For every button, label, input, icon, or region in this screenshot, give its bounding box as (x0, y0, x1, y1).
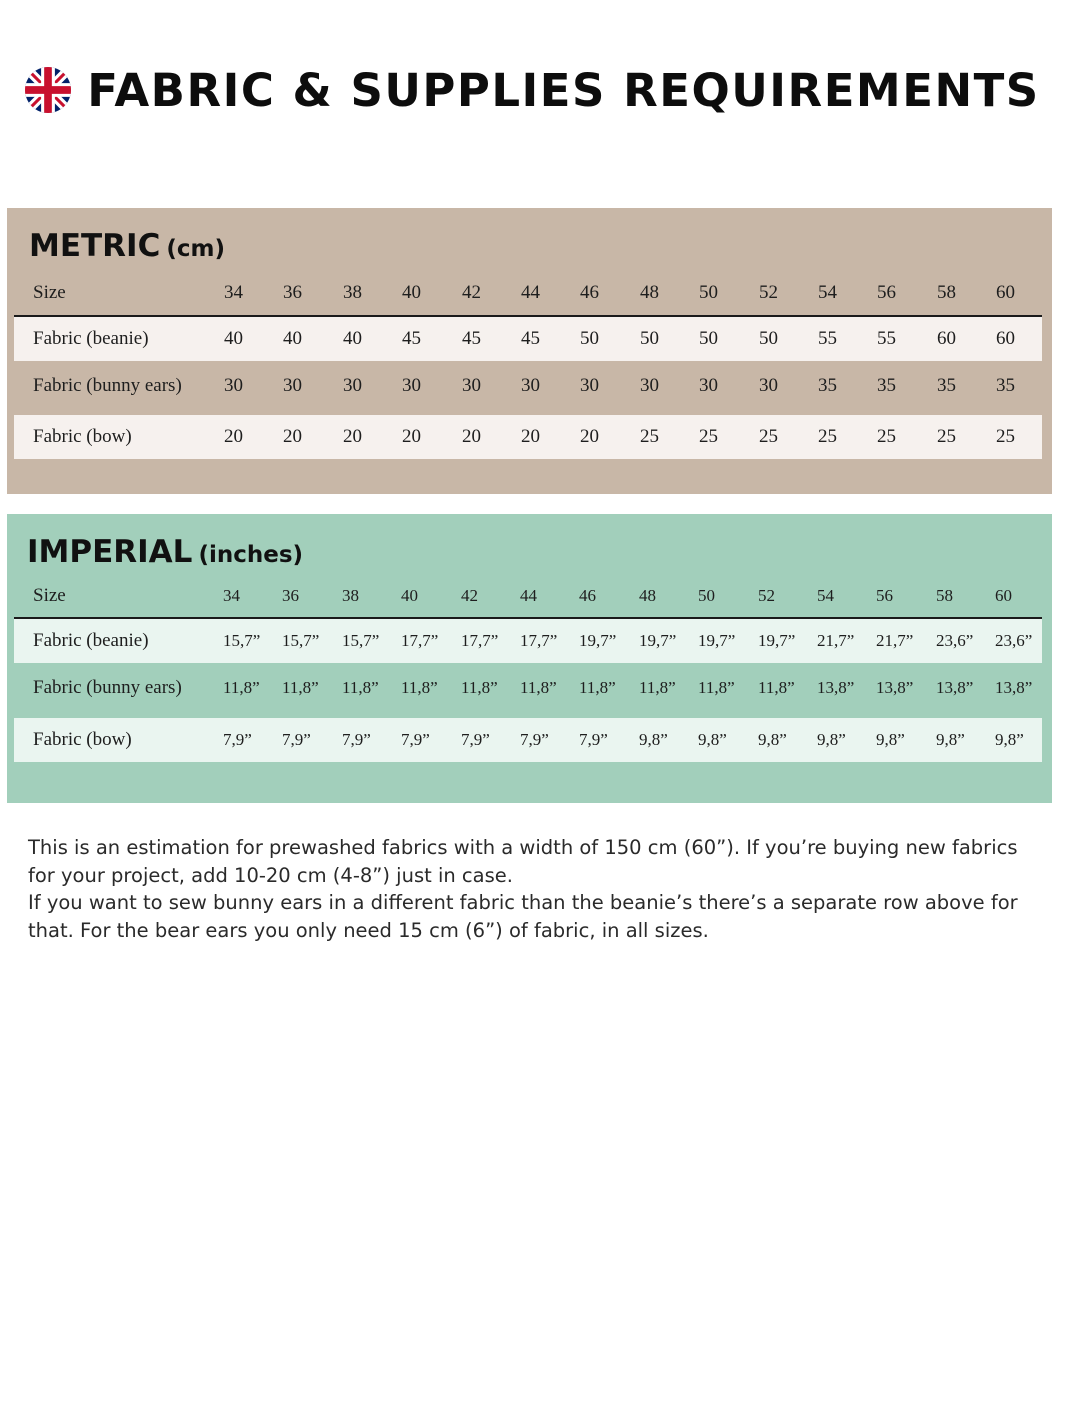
table-cell: 17,7” (401, 631, 439, 650)
table-cell: 9,8” (639, 730, 668, 749)
table-cell: 7,9” (223, 730, 252, 749)
table-cell: 11,8” (401, 678, 438, 697)
table-cell: 20 (283, 426, 302, 447)
imperial-heading-text: IMPERIAL (27, 534, 193, 570)
table-cell: 20 (402, 426, 421, 447)
table-cell: 25 (699, 426, 718, 447)
size-header-cell: 56 (876, 586, 893, 605)
size-header-cell: 34 (224, 282, 243, 303)
table-cell: 19,7” (639, 631, 677, 650)
note-paragraph-2: If you want to sew bunny ears in a different fabric than the beanie’s there’s a separate row above for that. For the bear ears you only need 15 cm (6”) of fabric, in all sizes. (28, 891, 1018, 942)
size-header-cell: 54 (818, 282, 837, 303)
table-cell: 15,7” (282, 631, 320, 650)
note-paragraph-1: This is an estimation for prewashed fabrics with a width of 150 cm (60”). If you’re buying new fabrics for your project, add 10-20 cm (4-8”) just in case. (28, 836, 1018, 887)
row-label: Fabric (bow) (33, 426, 132, 447)
table-cell: 23,6” (995, 631, 1033, 650)
table-cell: 20 (580, 426, 599, 447)
table-cell: 7,9” (401, 730, 430, 749)
table-cell: 7,9” (579, 730, 608, 749)
table-cell: 25 (877, 426, 896, 447)
table-cell: 13,8” (817, 678, 855, 697)
table-cell: 19,7” (579, 631, 617, 650)
size-header-cell: 52 (759, 282, 778, 303)
table-cell: 25 (818, 426, 837, 447)
table-cell: 11,8” (639, 678, 676, 697)
table-cell: 50 (699, 328, 718, 349)
table-cell: 20 (462, 426, 481, 447)
size-header-cell: 44 (521, 282, 540, 303)
table-cell: 30 (640, 375, 659, 396)
table-cell: 35 (877, 375, 896, 396)
size-header-row (14, 273, 1042, 313)
table-cell: 9,8” (817, 730, 846, 749)
table-cell: 13,8” (876, 678, 914, 697)
size-header-cell: 52 (758, 586, 775, 605)
table-cell: 25 (640, 426, 659, 447)
table-cell: 19,7” (758, 631, 796, 650)
table-cell: 11,8” (579, 678, 616, 697)
row-label: Fabric (beanie) (33, 328, 149, 349)
size-header-cell: 40 (402, 282, 421, 303)
size-header-cell: 36 (282, 586, 299, 605)
table-cell: 60 (996, 328, 1015, 349)
size-header-cell: 40 (401, 586, 418, 605)
row-label: Fabric (bunny ears) (33, 677, 182, 698)
table-cell: 30 (283, 375, 302, 396)
table-cell: 19,7” (698, 631, 736, 650)
table-cell: 20 (343, 426, 362, 447)
size-label: Size (33, 282, 66, 303)
table-cell: 25 (937, 426, 956, 447)
table-cell: 11,8” (223, 678, 260, 697)
table-cell: 15,7” (223, 631, 261, 650)
imperial-table-panel (7, 514, 1052, 803)
size-label: Size (33, 585, 66, 606)
table-cell: 30 (402, 375, 421, 396)
table-cell: 11,8” (282, 678, 319, 697)
table-cell: 25 (759, 426, 778, 447)
table-cell: 30 (759, 375, 778, 396)
size-header-cell: 60 (996, 282, 1015, 303)
table-cell: 30 (521, 375, 540, 396)
size-header-row (14, 576, 1042, 616)
table-cell: 7,9” (461, 730, 490, 749)
table-cell: 45 (521, 328, 540, 349)
table-cell: 30 (699, 375, 718, 396)
table-row (14, 364, 1042, 408)
size-header-cell: 48 (639, 586, 656, 605)
metric-heading (29, 228, 225, 264)
table-row (14, 718, 1042, 762)
table-cell: 21,7” (876, 631, 914, 650)
table-cell: 9,8” (995, 730, 1024, 749)
size-header-cell: 58 (936, 586, 953, 605)
size-header-cell: 58 (937, 282, 956, 303)
page-header (0, 56, 1065, 124)
size-header-cell: 38 (343, 282, 362, 303)
table-cell: 45 (462, 328, 481, 349)
table-cell: 20 (224, 426, 243, 447)
table-cell: 30 (580, 375, 599, 396)
imperial-unit: (inches) (198, 542, 304, 568)
table-cell: 40 (343, 328, 362, 349)
table-cell: 17,7” (520, 631, 558, 650)
table-cell: 7,9” (342, 730, 371, 749)
table-row (14, 415, 1042, 459)
table-cell: 35 (996, 375, 1015, 396)
table-cell: 11,8” (698, 678, 735, 697)
size-header-cell: 54 (817, 586, 834, 605)
size-header-cell: 44 (520, 586, 537, 605)
imperial-heading (27, 534, 303, 570)
table-cell: 15,7” (342, 631, 380, 650)
page-title: FABRIC & SUPPLIES REQUIREMENTS (87, 63, 1040, 117)
table-cell: 11,8” (758, 678, 795, 697)
table-cell: 55 (877, 328, 896, 349)
table-row (14, 619, 1042, 663)
size-header-cell: 42 (462, 282, 481, 303)
table-cell: 9,8” (758, 730, 787, 749)
table-cell: 50 (640, 328, 659, 349)
table-cell: 40 (283, 328, 302, 349)
row-label: Fabric (bunny ears) (33, 375, 182, 396)
table-cell: 35 (818, 375, 837, 396)
metric-heading-text: METRIC (29, 228, 161, 264)
table-cell: 9,8” (936, 730, 965, 749)
size-header-cell: 50 (698, 586, 715, 605)
table-cell: 30 (343, 375, 362, 396)
table-cell: 13,8” (936, 678, 974, 697)
table-cell: 50 (580, 328, 599, 349)
table-cell: 9,8” (876, 730, 905, 749)
size-header-cell: 34 (223, 586, 240, 605)
table-cell: 20 (521, 426, 540, 447)
table-cell: 55 (818, 328, 837, 349)
table-cell: 25 (996, 426, 1015, 447)
table-cell: 11,8” (461, 678, 498, 697)
size-header-cell: 46 (580, 282, 599, 303)
size-header-cell: 48 (640, 282, 659, 303)
table-cell: 50 (759, 328, 778, 349)
table-cell: 30 (462, 375, 481, 396)
metric-table-panel (7, 208, 1052, 494)
table-cell: 9,8” (698, 730, 727, 749)
table-cell: 13,8” (995, 678, 1033, 697)
metric-unit: (cm) (166, 236, 225, 262)
table-cell: 60 (937, 328, 956, 349)
table-cell: 17,7” (461, 631, 499, 650)
table-cell: 40 (224, 328, 243, 349)
table-cell: 7,9” (282, 730, 311, 749)
size-header-cell: 50 (699, 282, 718, 303)
table-cell: 45 (402, 328, 421, 349)
table-cell: 35 (937, 375, 956, 396)
notes-text (28, 834, 1048, 944)
size-header-cell: 36 (283, 282, 302, 303)
size-header-cell: 56 (877, 282, 896, 303)
row-label: Fabric (beanie) (33, 630, 149, 651)
size-header-cell: 60 (995, 586, 1012, 605)
table-cell: 30 (224, 375, 243, 396)
table-row (14, 666, 1042, 710)
uk-flag-icon (25, 67, 71, 113)
size-header-cell: 38 (342, 586, 359, 605)
table-cell: 23,6” (936, 631, 974, 650)
table-cell: 21,7” (817, 631, 855, 650)
table-cell: 7,9” (520, 730, 549, 749)
size-header-cell: 46 (579, 586, 596, 605)
row-label: Fabric (bow) (33, 729, 132, 750)
table-cell: 11,8” (520, 678, 557, 697)
table-row (14, 317, 1042, 361)
table-cell: 11,8” (342, 678, 379, 697)
size-header-cell: 42 (461, 586, 478, 605)
